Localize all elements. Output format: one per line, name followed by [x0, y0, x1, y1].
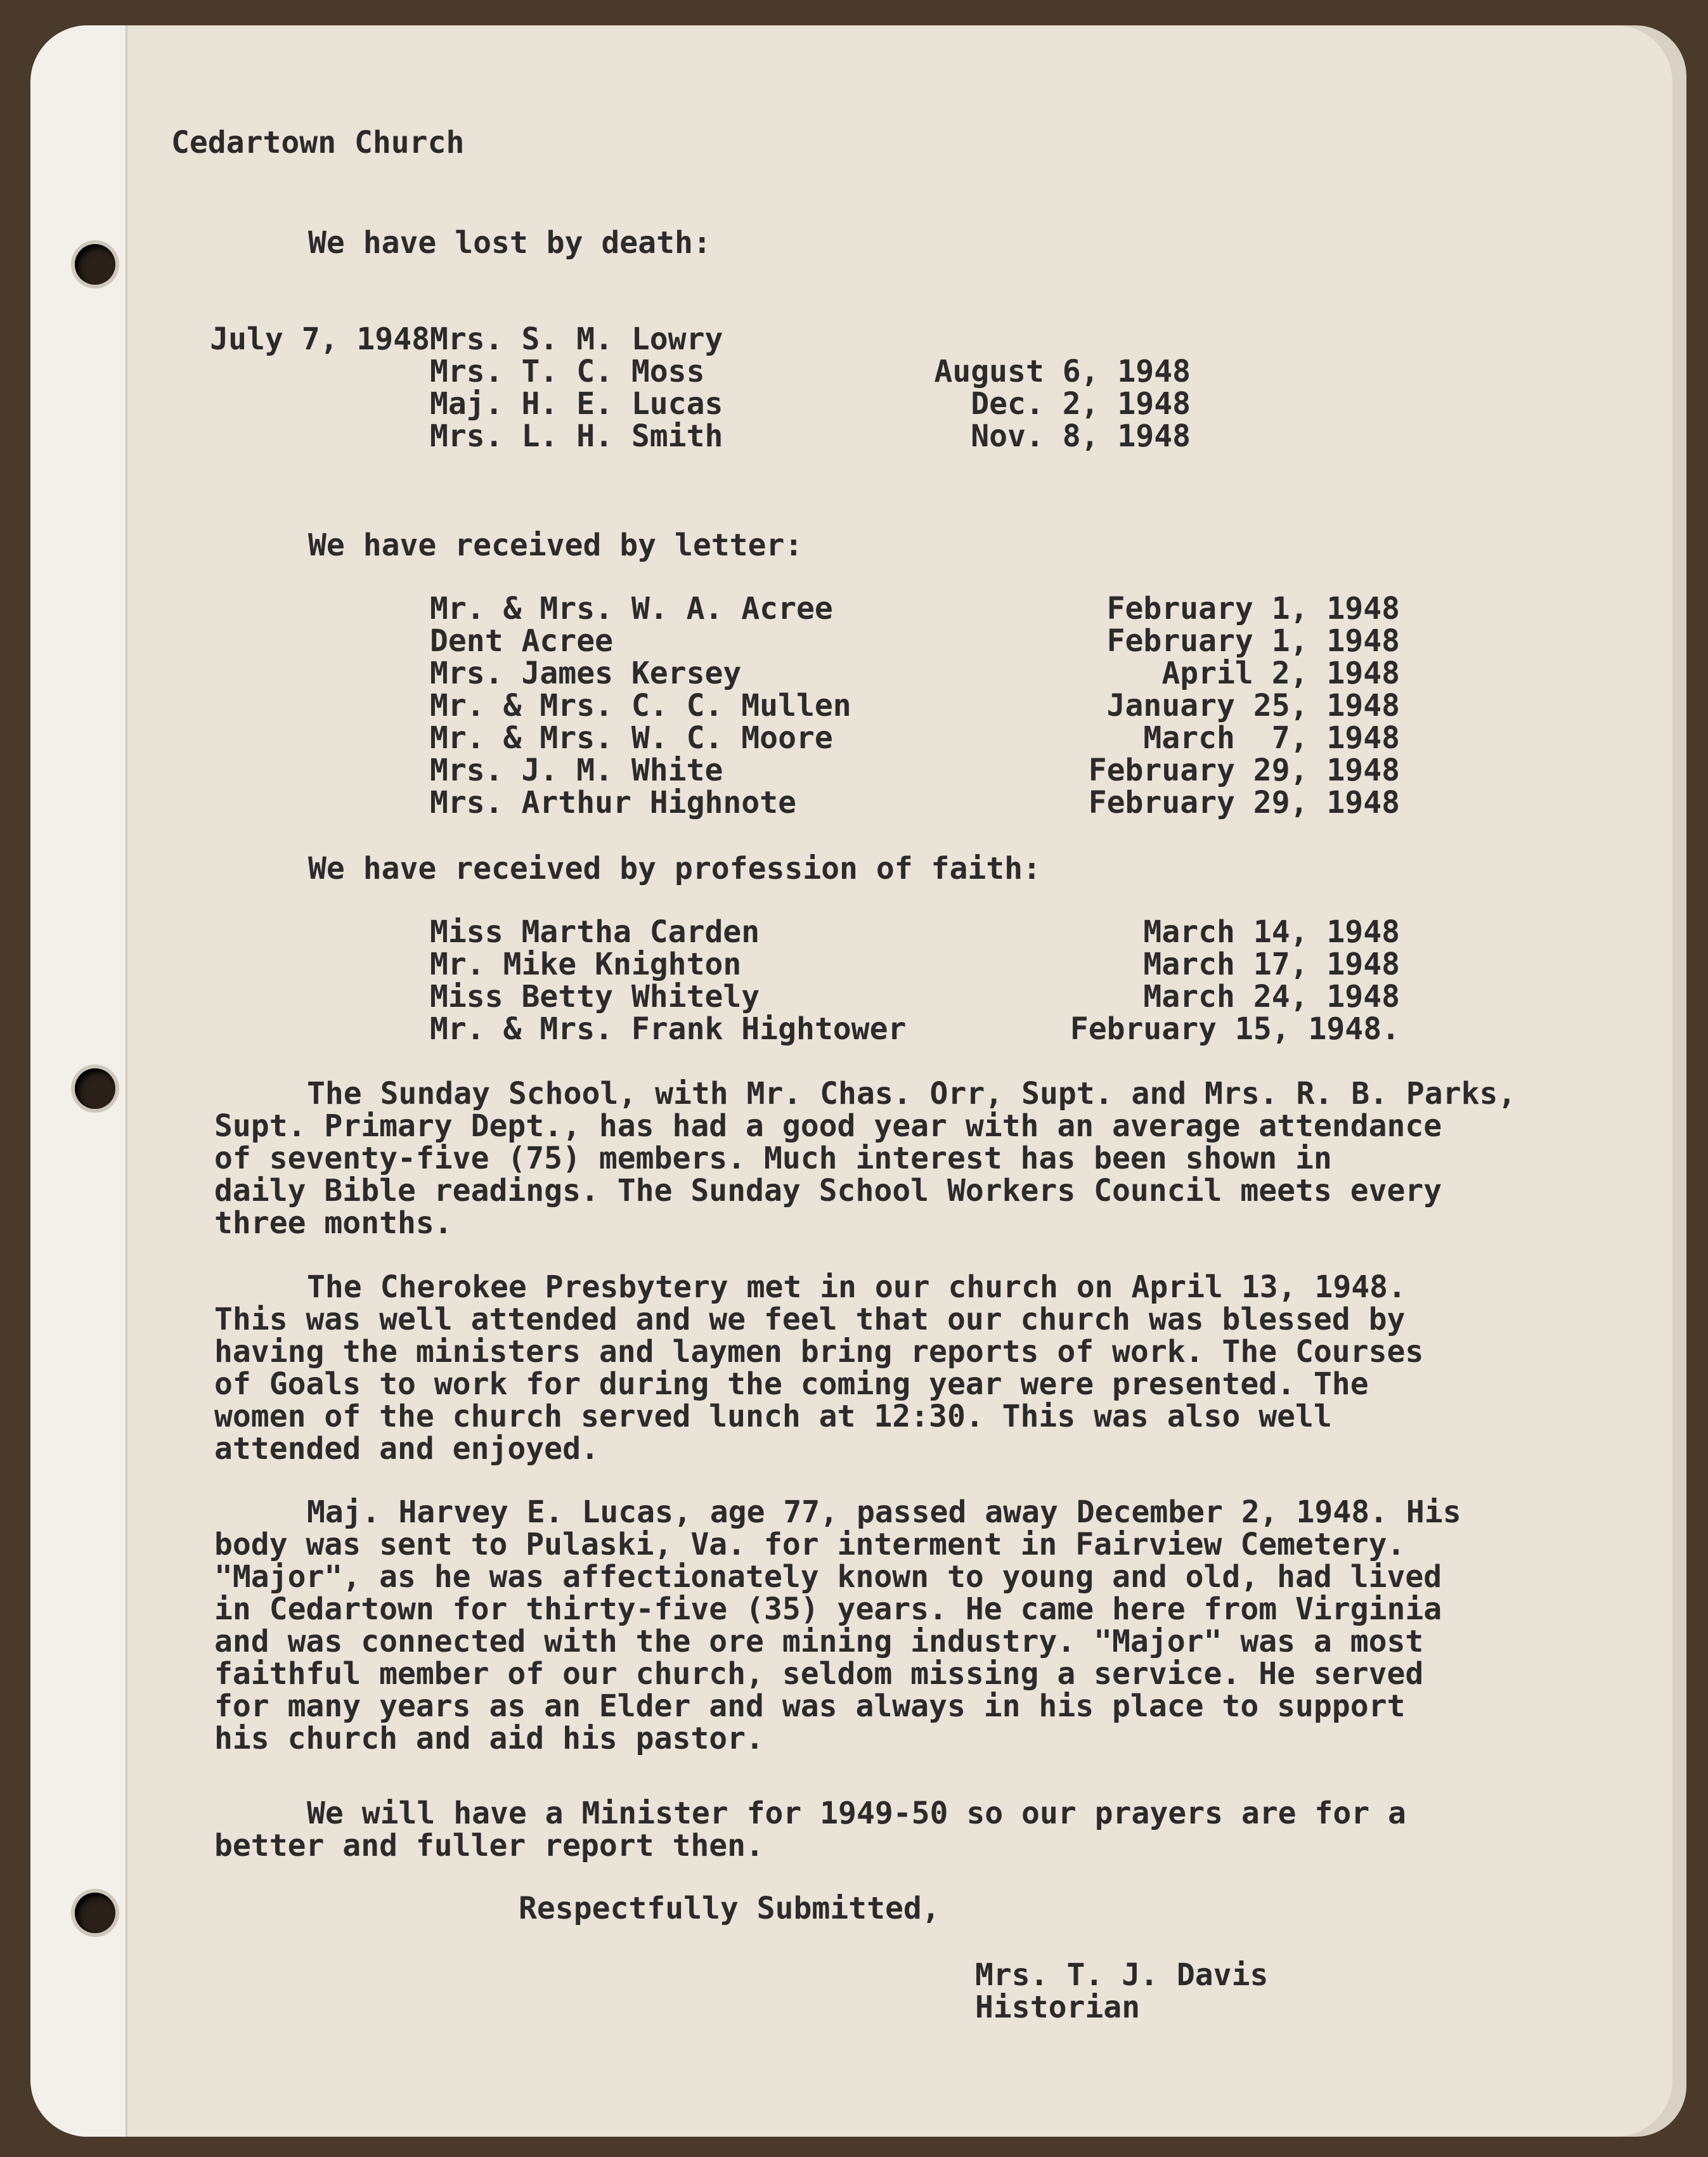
member-date: Nov. 8, 1948 — [971, 418, 1191, 454]
lucas-paragraph: Maj. Harvey E. Lucas, age 77, passed away December 2, 1948. His body was sent to Pulaski, Va. for interment in Fairview Cemetery. "Major", as he was affectionately known to young and old, had lived in Cedartown for thirty-five (35) years. He came here from Virginia and was connected with the ore mining industry. "Major" was a most faithful member of our church, seldom missing a service. He served for many years as an Elder and was always in his place to support his church and aid his pastor. — [214, 1494, 1461, 1756]
member-date: July 7, 1948 — [210, 321, 430, 357]
faith-heading: We have received by profession of faith: — [308, 851, 1041, 886]
list-item — [430, 388, 1191, 420]
member-date: January 25, 1948 — [1106, 688, 1400, 723]
member-date: Dec. 2, 1948 — [971, 386, 1191, 422]
member-name: Mrs. Arthur Highnote — [430, 785, 796, 820]
list-item — [430, 981, 1400, 1013]
member-date: February 29, 1948 — [1088, 753, 1400, 788]
member-name: Maj. H. E. Lucas — [430, 386, 723, 422]
deaths-list — [210, 321, 1191, 517]
sunday-school-paragraph: The Sunday School, with Mr. Chas. Orr, Supt. and Mrs. R. B. Parks, Supt. Primary Dept., has had a good year with an average attendance of seventy-five (75) members. Much interest has been shown in daily Bible readings. The Sunday School Workers Council meets every three months. — [214, 1076, 1517, 1241]
member-name: Mrs. J. M. White — [430, 753, 723, 788]
member-name: Mr. & Mrs. C. C. Mullen — [430, 688, 851, 723]
letter-list — [430, 593, 1400, 884]
member-name: Miss Martha Carden — [430, 914, 760, 950]
list-item — [430, 1013, 1400, 1046]
signer-name: Mrs. T. J. Davis — [975, 1957, 1269, 1993]
list-item — [430, 593, 1400, 625]
list-item — [430, 755, 1400, 787]
typed-page — [30, 25, 1672, 2137]
deaths-heading: We have lost by death: — [308, 225, 711, 261]
punch-hole — [75, 1068, 115, 1109]
list-item — [430, 787, 1400, 819]
list-item — [430, 949, 1400, 981]
list-item — [430, 722, 1400, 755]
member-date: February 1, 1948 — [1106, 591, 1400, 626]
minister-paragraph: We will have a Minister for 1949-50 so our prayers are for a better and fuller report then. — [214, 1796, 1406, 1863]
signer-title: Historian — [975, 1990, 1141, 2025]
member-date: April 2, 1948 — [1161, 656, 1400, 691]
presbytery-paragraph: The Cherokee Presbytery met in our church on April 13, 1948. This was well attended and we feel that our church was blessed by having the ministers and laymen bring reports of work. The Courses of Goals to work for during the coming year were presented. The women of the church served lunch at 12:30. This was also well attended and enjoyed. — [214, 1269, 1424, 1467]
list-item — [430, 916, 1400, 949]
member-name: Dent Acree — [430, 623, 613, 659]
member-name: Mrs. James Kersey — [430, 656, 742, 691]
member-date: March 17, 1948 — [1143, 947, 1400, 982]
member-date: August 6, 1948 — [934, 354, 1191, 389]
list-item — [430, 625, 1400, 657]
member-name: Mr. Mike Knighton — [430, 947, 742, 982]
member-name: Mrs. L. H. Smith — [430, 418, 723, 454]
member-name: Mr. & Mrs. Frank Hightower — [430, 1011, 907, 1047]
list-item — [430, 690, 1400, 722]
closing-line: Respectfully Submitted, — [519, 1891, 940, 1926]
member-date: February 1, 1948 — [1106, 623, 1400, 659]
member-name: Mr. & Mrs. W. A. Acree — [430, 591, 833, 626]
member-name: Mr. & Mrs. W. C. Moore — [430, 720, 833, 756]
member-date: March 24, 1948 — [1143, 979, 1400, 1014]
list-item — [430, 356, 1191, 388]
punch-hole — [75, 1893, 115, 1933]
member-date: February 29, 1948 — [1088, 785, 1400, 820]
list-item — [430, 657, 1400, 690]
member-name: Mrs. S. M. Lowry — [430, 321, 723, 357]
member-date: February 15, 1948. — [1070, 1011, 1400, 1047]
list-item — [430, 420, 1191, 453]
member-date: March 14, 1948 — [1143, 914, 1400, 950]
member-name: Mrs. T. C. Moss — [430, 354, 705, 389]
member-name: Miss Betty Whitely — [430, 979, 760, 1014]
church-name: Cedartown Church — [171, 125, 465, 160]
member-date: March 7, 1948 — [1143, 720, 1400, 756]
punch-hole — [75, 244, 115, 285]
letter-heading: We have received by letter: — [308, 528, 803, 563]
